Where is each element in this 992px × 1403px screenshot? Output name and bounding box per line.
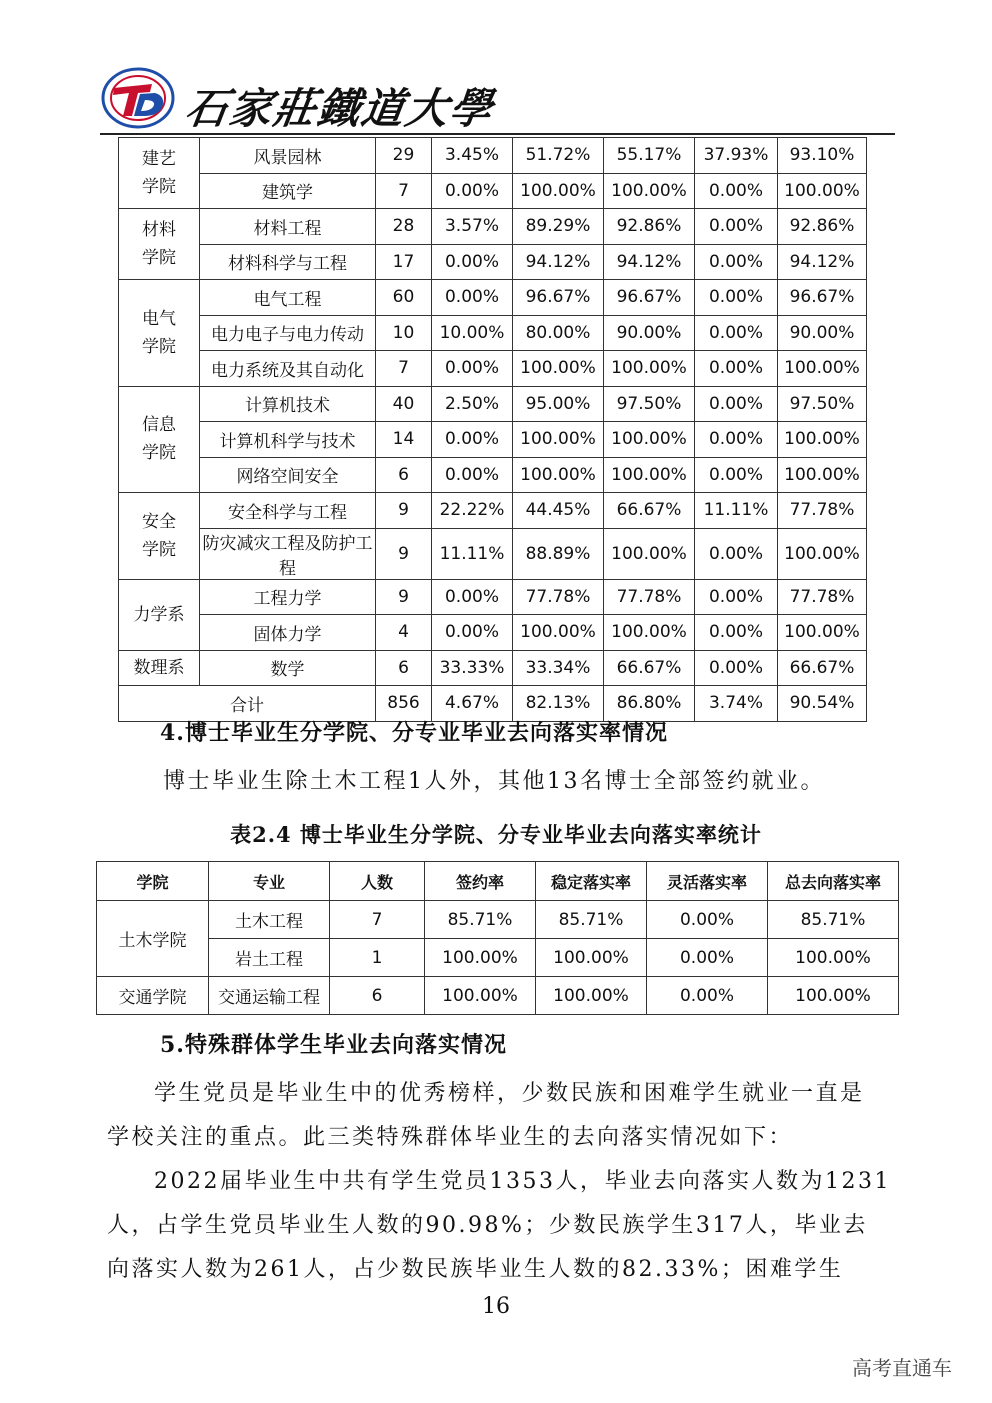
rate-cell: 51.72% — [513, 138, 604, 174]
rate-cell: 90.00% — [604, 315, 695, 351]
section-5-line-3: 2022届毕业生中共有学生党员1353人，毕业去向落实人数为1231 — [154, 1169, 891, 1194]
major-cell: 土木工程 — [209, 901, 330, 939]
total-rate-cell: 86.80% — [604, 686, 695, 722]
rate-cell: 37.93% — [695, 138, 778, 174]
rate-cell: 0.00% — [432, 280, 513, 316]
rate-cell: 100.00% — [604, 528, 695, 579]
count-cell: 9 — [376, 493, 432, 529]
rate-cell: 80.00% — [513, 315, 604, 351]
column-header: 学院 — [97, 862, 209, 901]
rate-cell: 66.67% — [604, 493, 695, 529]
rate-cell: 0.00% — [647, 901, 768, 939]
rate-cell: 0.00% — [695, 351, 778, 387]
section-5-line-5: 向落实人数为261人，占少数民族毕业生人数的82.33%；困难学生 — [107, 1257, 844, 1282]
count-cell: 7 — [330, 901, 425, 939]
table-row — [97, 901, 899, 939]
rate-cell: 100.00% — [604, 422, 695, 458]
rate-cell: 95.00% — [513, 386, 604, 422]
rate-cell: 100.00% — [778, 615, 867, 651]
total-rate-cell: 3.74% — [695, 686, 778, 722]
rate-cell: 0.00% — [695, 386, 778, 422]
rate-cell: 0.00% — [695, 315, 778, 351]
college-cell: 安全 学院 — [119, 493, 200, 580]
major-cell: 计算机科学与技术 — [200, 422, 376, 458]
rate-cell: 100.00% — [778, 351, 867, 387]
table-row — [119, 315, 867, 351]
count-cell: 29 — [376, 138, 432, 174]
rate-cell: 100.00% — [768, 939, 899, 977]
column-header: 灵活落实率 — [647, 862, 768, 901]
rate-cell: 100.00% — [425, 977, 536, 1015]
rate-cell: 100.00% — [778, 457, 867, 493]
rate-cell: 100.00% — [768, 977, 899, 1015]
rate-cell: 77.78% — [513, 579, 604, 615]
rate-cell: 100.00% — [604, 173, 695, 209]
rate-cell: 0.00% — [695, 650, 778, 686]
rate-cell: 0.00% — [695, 280, 778, 316]
count-cell: 40 — [376, 386, 432, 422]
rate-cell: 0.00% — [432, 579, 513, 615]
rate-cell: 89.29% — [513, 209, 604, 245]
column-header: 专业 — [209, 862, 330, 901]
count-cell: 7 — [376, 173, 432, 209]
rate-cell: 100.00% — [604, 457, 695, 493]
major-cell: 建筑学 — [200, 173, 376, 209]
total-rate-cell: 90.54% — [778, 686, 867, 722]
major-cell: 电力系统及其自动化 — [200, 351, 376, 387]
table-row — [119, 351, 867, 387]
rate-cell: 96.67% — [604, 280, 695, 316]
rate-cell: 3.57% — [432, 209, 513, 245]
university-emblem-icon — [100, 66, 176, 130]
rate-cell: 0.00% — [647, 939, 768, 977]
count-cell: 9 — [376, 528, 432, 579]
rate-cell: 92.86% — [604, 209, 695, 245]
column-header: 稳定落实率 — [536, 862, 647, 901]
total-rate-cell: 82.13% — [513, 686, 604, 722]
rate-cell: 0.00% — [647, 977, 768, 1015]
rate-cell: 77.78% — [778, 579, 867, 615]
major-cell: 防灾减灾工程及防护工程 — [200, 528, 376, 579]
college-cell: 电气 学院 — [119, 280, 200, 387]
rate-cell: 100.00% — [536, 977, 647, 1015]
major-cell: 材料科学与工程 — [200, 244, 376, 280]
rate-cell: 2.50% — [432, 386, 513, 422]
total-label-cell: 合计 — [119, 686, 376, 722]
count-cell: 60 — [376, 280, 432, 316]
rate-cell: 94.12% — [513, 244, 604, 280]
major-cell: 岩土工程 — [209, 939, 330, 977]
major-cell: 电力电子与电力传动 — [200, 315, 376, 351]
section-5-line-1: 学生党员是毕业生中的优秀榜样，少数民族和困难学生就业一直是 — [154, 1081, 865, 1106]
column-header: 总去向落实率 — [768, 862, 899, 901]
table-row — [119, 650, 867, 686]
rate-cell: 93.10% — [778, 138, 867, 174]
table-row — [97, 939, 899, 977]
rate-cell: 96.67% — [778, 280, 867, 316]
rate-cell: 55.17% — [604, 138, 695, 174]
page-header — [100, 66, 895, 136]
rate-cell: 0.00% — [695, 615, 778, 651]
rate-cell: 100.00% — [513, 173, 604, 209]
count-cell: 4 — [376, 615, 432, 651]
rate-cell: 0.00% — [695, 579, 778, 615]
rate-cell: 0.00% — [432, 173, 513, 209]
college-cell: 交通学院 — [97, 977, 209, 1015]
rate-cell: 0.00% — [695, 528, 778, 579]
rate-cell: 90.00% — [778, 315, 867, 351]
table-row — [119, 280, 867, 316]
table-row — [119, 528, 867, 579]
count-cell: 7 — [376, 351, 432, 387]
table-row — [119, 422, 867, 458]
rate-cell: 100.00% — [778, 173, 867, 209]
table-row — [119, 386, 867, 422]
major-cell: 安全科学与工程 — [200, 493, 376, 529]
major-cell: 材料工程 — [200, 209, 376, 245]
rate-cell: 100.00% — [513, 422, 604, 458]
section-5-line-2: 学校关注的重点。此三类特殊群体毕业生的去向落实情况如下： — [107, 1125, 794, 1150]
rate-cell: 0.00% — [432, 422, 513, 458]
rate-cell: 96.67% — [513, 280, 604, 316]
table-row — [97, 977, 899, 1015]
college-cell: 土木学院 — [97, 901, 209, 977]
rate-cell: 0.00% — [695, 209, 778, 245]
rate-cell: 0.00% — [432, 244, 513, 280]
rate-cell: 77.78% — [604, 579, 695, 615]
count-cell: 17 — [376, 244, 432, 280]
rate-cell: 100.00% — [778, 528, 867, 579]
rate-cell: 11.11% — [432, 528, 513, 579]
major-cell: 网络空间安全 — [200, 457, 376, 493]
section-5-line-4: 人，占学生党员毕业生人数的90.98%；少数民族学生317人，毕业去 — [107, 1213, 868, 1238]
total-rate-cell: 4.67% — [432, 686, 513, 722]
rate-cell: 92.86% — [778, 209, 867, 245]
major-cell: 数学 — [200, 650, 376, 686]
rate-cell: 100.00% — [778, 422, 867, 458]
college-cell: 信息 学院 — [119, 386, 200, 493]
table-row — [119, 615, 867, 651]
table-row — [119, 138, 867, 174]
table-header-row — [97, 862, 899, 901]
rate-cell: 94.12% — [778, 244, 867, 280]
rate-cell: 100.00% — [425, 939, 536, 977]
rate-cell: 0.00% — [695, 244, 778, 280]
college-cell: 建艺 学院 — [119, 138, 200, 209]
page-number: 16 — [482, 1294, 510, 1319]
major-cell: 计算机技术 — [200, 386, 376, 422]
count-cell: 28 — [376, 209, 432, 245]
major-cell: 风景园林 — [200, 138, 376, 174]
table-row — [119, 457, 867, 493]
total-count-cell: 856 — [376, 686, 432, 722]
rate-cell: 85.71% — [768, 901, 899, 939]
college-cell: 数理系 — [119, 650, 200, 686]
count-cell: 14 — [376, 422, 432, 458]
undergrad-employment-table — [118, 137, 867, 722]
college-cell: 材料 学院 — [119, 209, 200, 280]
rate-cell: 0.00% — [432, 615, 513, 651]
count-cell: 6 — [376, 650, 432, 686]
header-divider — [100, 133, 895, 135]
rate-cell: 100.00% — [604, 351, 695, 387]
college-cell: 力学系 — [119, 579, 200, 650]
section-5-heading: 5.特殊群体学生毕业去向落实情况 — [160, 1032, 507, 1058]
rate-cell: 11.11% — [695, 493, 778, 529]
rate-cell: 100.00% — [536, 939, 647, 977]
table-2-4-caption: 表2.4 博士毕业生分学院、分专业毕业去向落实率统计 — [230, 822, 762, 847]
rate-cell: 33.33% — [432, 650, 513, 686]
count-cell: 1 — [330, 939, 425, 977]
rate-cell: 0.00% — [432, 457, 513, 493]
section-4-heading: 4.博士毕业生分学院、分专业毕业去向落实率情况 — [160, 720, 668, 746]
rate-cell: 97.50% — [778, 386, 867, 422]
count-cell: 10 — [376, 315, 432, 351]
rate-cell: 66.67% — [604, 650, 695, 686]
rate-cell: 33.34% — [513, 650, 604, 686]
rate-cell: 85.71% — [425, 901, 536, 939]
university-name: 石家莊鐵道大學 — [182, 84, 498, 133]
table-row — [119, 579, 867, 615]
count-cell: 9 — [376, 579, 432, 615]
section-4-paragraph: 博士毕业生除土木工程1人外，其他13名博士全部签约就业。 — [163, 769, 825, 794]
column-header: 签约率 — [425, 862, 536, 901]
rate-cell: 77.78% — [778, 493, 867, 529]
rate-cell: 100.00% — [513, 615, 604, 651]
rate-cell: 97.50% — [604, 386, 695, 422]
doctoral-employment-table — [96, 861, 899, 1015]
rate-cell: 100.00% — [513, 351, 604, 387]
table-row — [119, 209, 867, 245]
watermark-text: 高考直通车 — [852, 1356, 952, 1380]
table-row — [119, 493, 867, 529]
major-cell: 固体力学 — [200, 615, 376, 651]
major-cell: 工程力学 — [200, 579, 376, 615]
rate-cell: 44.45% — [513, 493, 604, 529]
rate-cell: 0.00% — [695, 422, 778, 458]
major-cell: 电气工程 — [200, 280, 376, 316]
column-header: 人数 — [330, 862, 425, 901]
rate-cell: 66.67% — [778, 650, 867, 686]
major-cell: 交通运输工程 — [209, 977, 330, 1015]
rate-cell: 0.00% — [695, 173, 778, 209]
rate-cell: 10.00% — [432, 315, 513, 351]
count-cell: 6 — [376, 457, 432, 493]
rate-cell: 94.12% — [604, 244, 695, 280]
rate-cell: 88.89% — [513, 528, 604, 579]
rate-cell: 0.00% — [432, 351, 513, 387]
count-cell: 6 — [330, 977, 425, 1015]
rate-cell: 100.00% — [513, 457, 604, 493]
rate-cell: 100.00% — [604, 615, 695, 651]
rate-cell: 85.71% — [536, 901, 647, 939]
table-row — [119, 244, 867, 280]
rate-cell: 22.22% — [432, 493, 513, 529]
rate-cell: 0.00% — [695, 457, 778, 493]
table-row — [119, 173, 867, 209]
rate-cell: 3.45% — [432, 138, 513, 174]
